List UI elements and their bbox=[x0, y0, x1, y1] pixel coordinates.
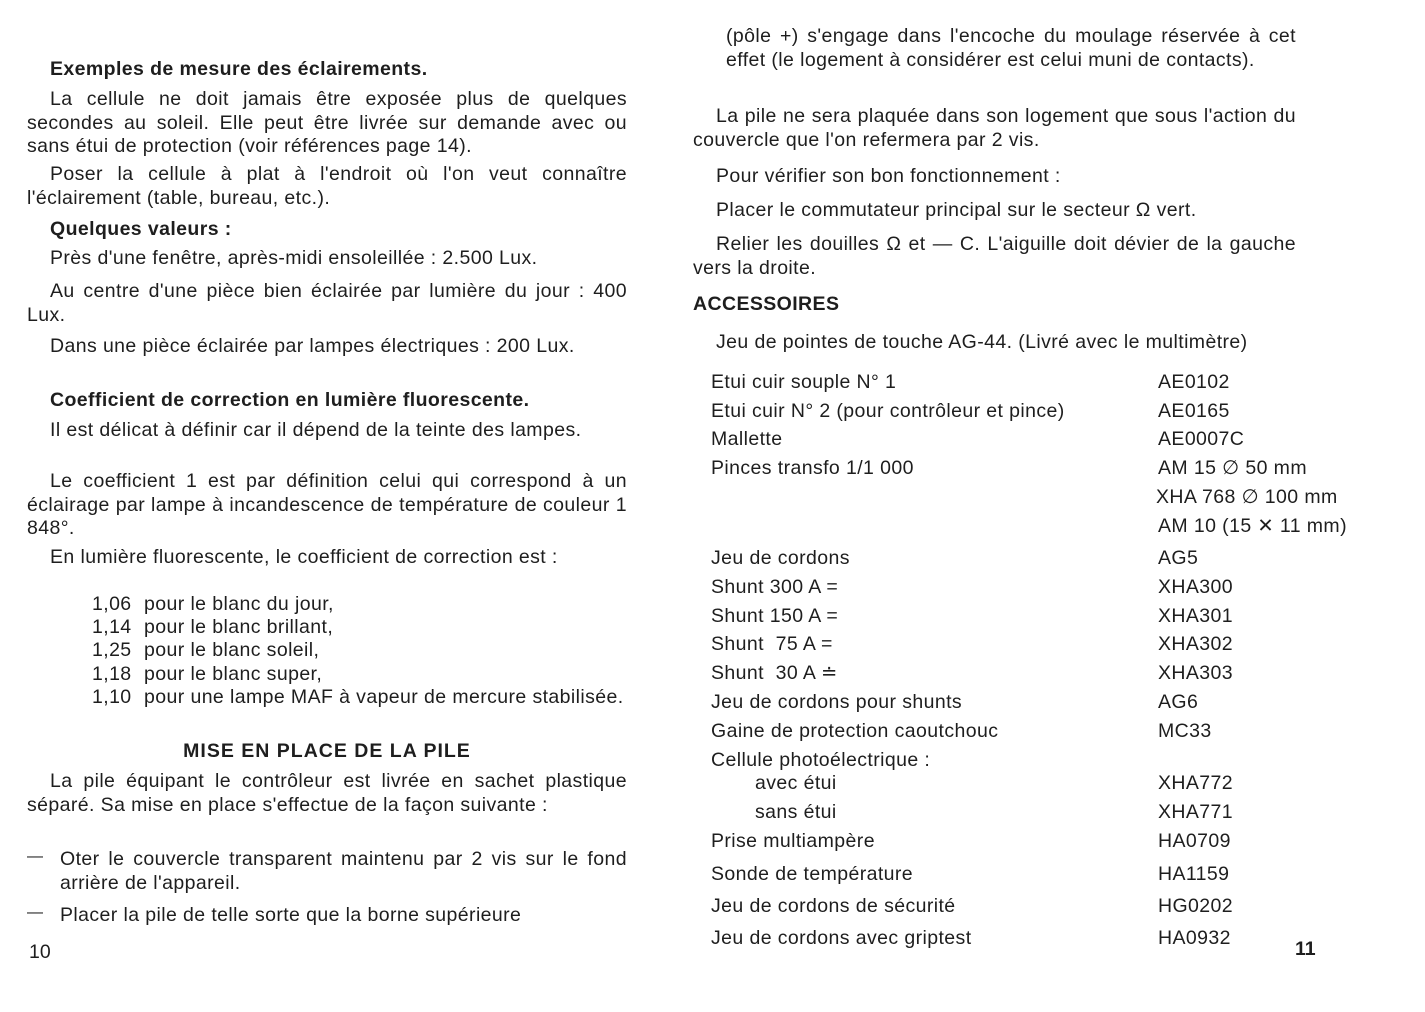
list-item: 1,14 pour le blanc brillant, bbox=[92, 616, 334, 639]
paragraph: Jeu de pointes de touche AG-44. (Livré avec le multimètre) bbox=[716, 331, 1248, 353]
list-item: 1,25 pour le blanc soleil, bbox=[92, 639, 320, 662]
paragraph: Il est délicat à définir car il dépend de la teinte des lampes. bbox=[50, 419, 582, 441]
paragraph: Près d'une fenêtre, après-midi ensoleillée : 2.500 Lux. bbox=[50, 247, 538, 269]
paragraph: Dans une pièce éclairée par lampes électriques : 200 Lux. bbox=[50, 335, 575, 357]
heading-accessories: ACCESSOIRES bbox=[693, 293, 840, 315]
dash-item: — Oter le couvercle transparent maintenu par 2 vis sur le fond arrière de l'appareil. bbox=[27, 848, 627, 894]
heading-examples: Exemples de mesure des éclairements. bbox=[50, 58, 428, 80]
paragraph: La pile ne sera plaquée dans son logement que sous l'action du couvercle que l'on refermera par 2 vis. bbox=[693, 105, 1296, 151]
paragraph: Poser la cellule à plat à l'endroit où l'on veut connaître l'éclairement (table, bureau, etc.). bbox=[27, 163, 627, 209]
page-number: 11 bbox=[1295, 938, 1316, 960]
paragraph: La pile équipant le contrôleur est livrée en sachet plastique séparé. Sa mise en place s'effectue de la façon suivante : bbox=[27, 770, 627, 816]
paragraph: Au centre d'une pièce bien éclairée par lumière du jour : 400 Lux. bbox=[27, 280, 627, 326]
paragraph: Pour vérifier son bon fonctionnement : bbox=[716, 165, 1061, 187]
coefficient-list bbox=[27, 593, 627, 709]
page-number: 10 bbox=[29, 941, 51, 963]
paragraph: Relier les douilles Ω et — C. L'aiguille doit dévier de la gauche vers la droite. bbox=[693, 233, 1296, 279]
heading-pile: MISE EN PLACE DE LA PILE bbox=[183, 740, 471, 762]
list-item: 1,10 pour une lampe MAF à vapeur de mercure stabilisée. bbox=[92, 685, 624, 708]
paragraph: Le coefficient 1 est par définition celui qui correspond à un éclairage par lampe à incandescence de température de couleur 1 848°. bbox=[27, 470, 627, 539]
paragraph: La cellule ne doit jamais être exposée plus de quelques secondes au soleil. Elle peut être livrée sur demande avec ou sans étui de protection (voir références page 14). bbox=[27, 88, 627, 157]
heading-values: Quelques valeurs : bbox=[50, 218, 232, 240]
heading-coefficient: Coefficient de correction en lumière fluorescente. bbox=[50, 389, 530, 411]
paragraph-continued: (pôle +) s'engage dans l'encoche du moulage réservée à cet effet (le logement à considérer est celui muni de contacts). bbox=[726, 25, 1296, 71]
manual-spread: Exemples de mesure des éclairements. La cellule ne doit jamais être exposée plus de quelques secondes au soleil. Elle peut être livrée sur demande avec ou sans étui de protection (voir références page 14). Poser la cellule à plat à l'endroit où l'on veut connaître l'éclairement (table, bureau, etc.). Quelques valeurs : Près d'une fenêtre, après-midi ensoleillée : 2.500 Lux. Au centre d'une pièce bien éclairée par lumière du jour : 400 Lux. Dans une pièce éclairée par lampes électriques : 200 Lux. Coefficient de correction en lumière fluorescente. Il est délicat à définir car il dépend de la teinte des lampes. Le coefficient 1 est par définition celui qui correspond à un éclairage par lampe à incandescence de température de couleur 1 848°. En lumière fluorescente, le coefficient de correction est : 1,06 pour le blanc du jour, 1,14 pour le blanc brillant, 1,25 pour le blanc soleil, 1,18 pour le blanc super, 1,10 pour une lampe MAF à vapeur de mercure stabilisée. MISE EN PLACE DE LA PILE La pile équipant le contrôleur est livrée en sachet plastique séparé. Sa mise en place s'effectue de la façon suivante : — Oter le couvercle transparent maintenu par 2 vis sur le fond arrière de l'appareil. — Placer la pile de telle sorte que la borne supérieure 10 (pôle +) s'engage dans l'encoche du moulage réservée à cet effet (le logement à considérer est celui muni de contacts). La pile ne sera plaquée dans son logement que sous l'action du couvercle que l'on refermera par 2 vis. Pour vérifier son bon fonctionnement : Placer le commutateur principal sur le secteur Ω vert. Relier les douilles Ω et — C. L'aiguille doit dévier de la gauche vers la droite. ACCESSOIRES Jeu de pointes de touche AG-44. (Livré avec le multimètre) Etui cuir souple N° 1 AE0102 Etui cuir N° 2 (pour contrôleur et pince) AE0165 Mallette AE0007C Pinces transfo 1/1 000 AM 15 ∅ 50 mm XHA 768 ∅ 100 mm AM 10 (15 ✕ 11 mm) Jeu de cordons AG5 Shunt 300 A = XHA300 Shunt 150 A = XHA301 Shunt 75 A = XHA302 Shunt 30 A ≐ XHA303 Jeu de cordons pour shunts AG6 Gaine de protection caoutchouc MC33 Cellule photoélectrique : avec étui XHA772 sans étui XHA771 Prise multiampère HA0709 Sonde de température HA1159 Jeu de cordons de sécurité HG0202 Jeu de cordons avec griptest HA0932 11 bbox=[0, 0, 1425, 1012]
dash-mark: — bbox=[27, 848, 43, 865]
paragraph: Placer le commutateur principal sur le secteur Ω vert. bbox=[716, 199, 1197, 221]
paragraph: En lumière fluorescente, le coefficient de correction est : bbox=[50, 546, 558, 568]
list-item: 1,06 pour le blanc du jour, bbox=[92, 593, 334, 615]
dash-mark: — bbox=[27, 904, 43, 921]
list-item: 1,18 pour le blanc super, bbox=[92, 662, 323, 685]
dash-item: — Placer la pile de telle sorte que la borne supérieure bbox=[27, 904, 522, 926]
